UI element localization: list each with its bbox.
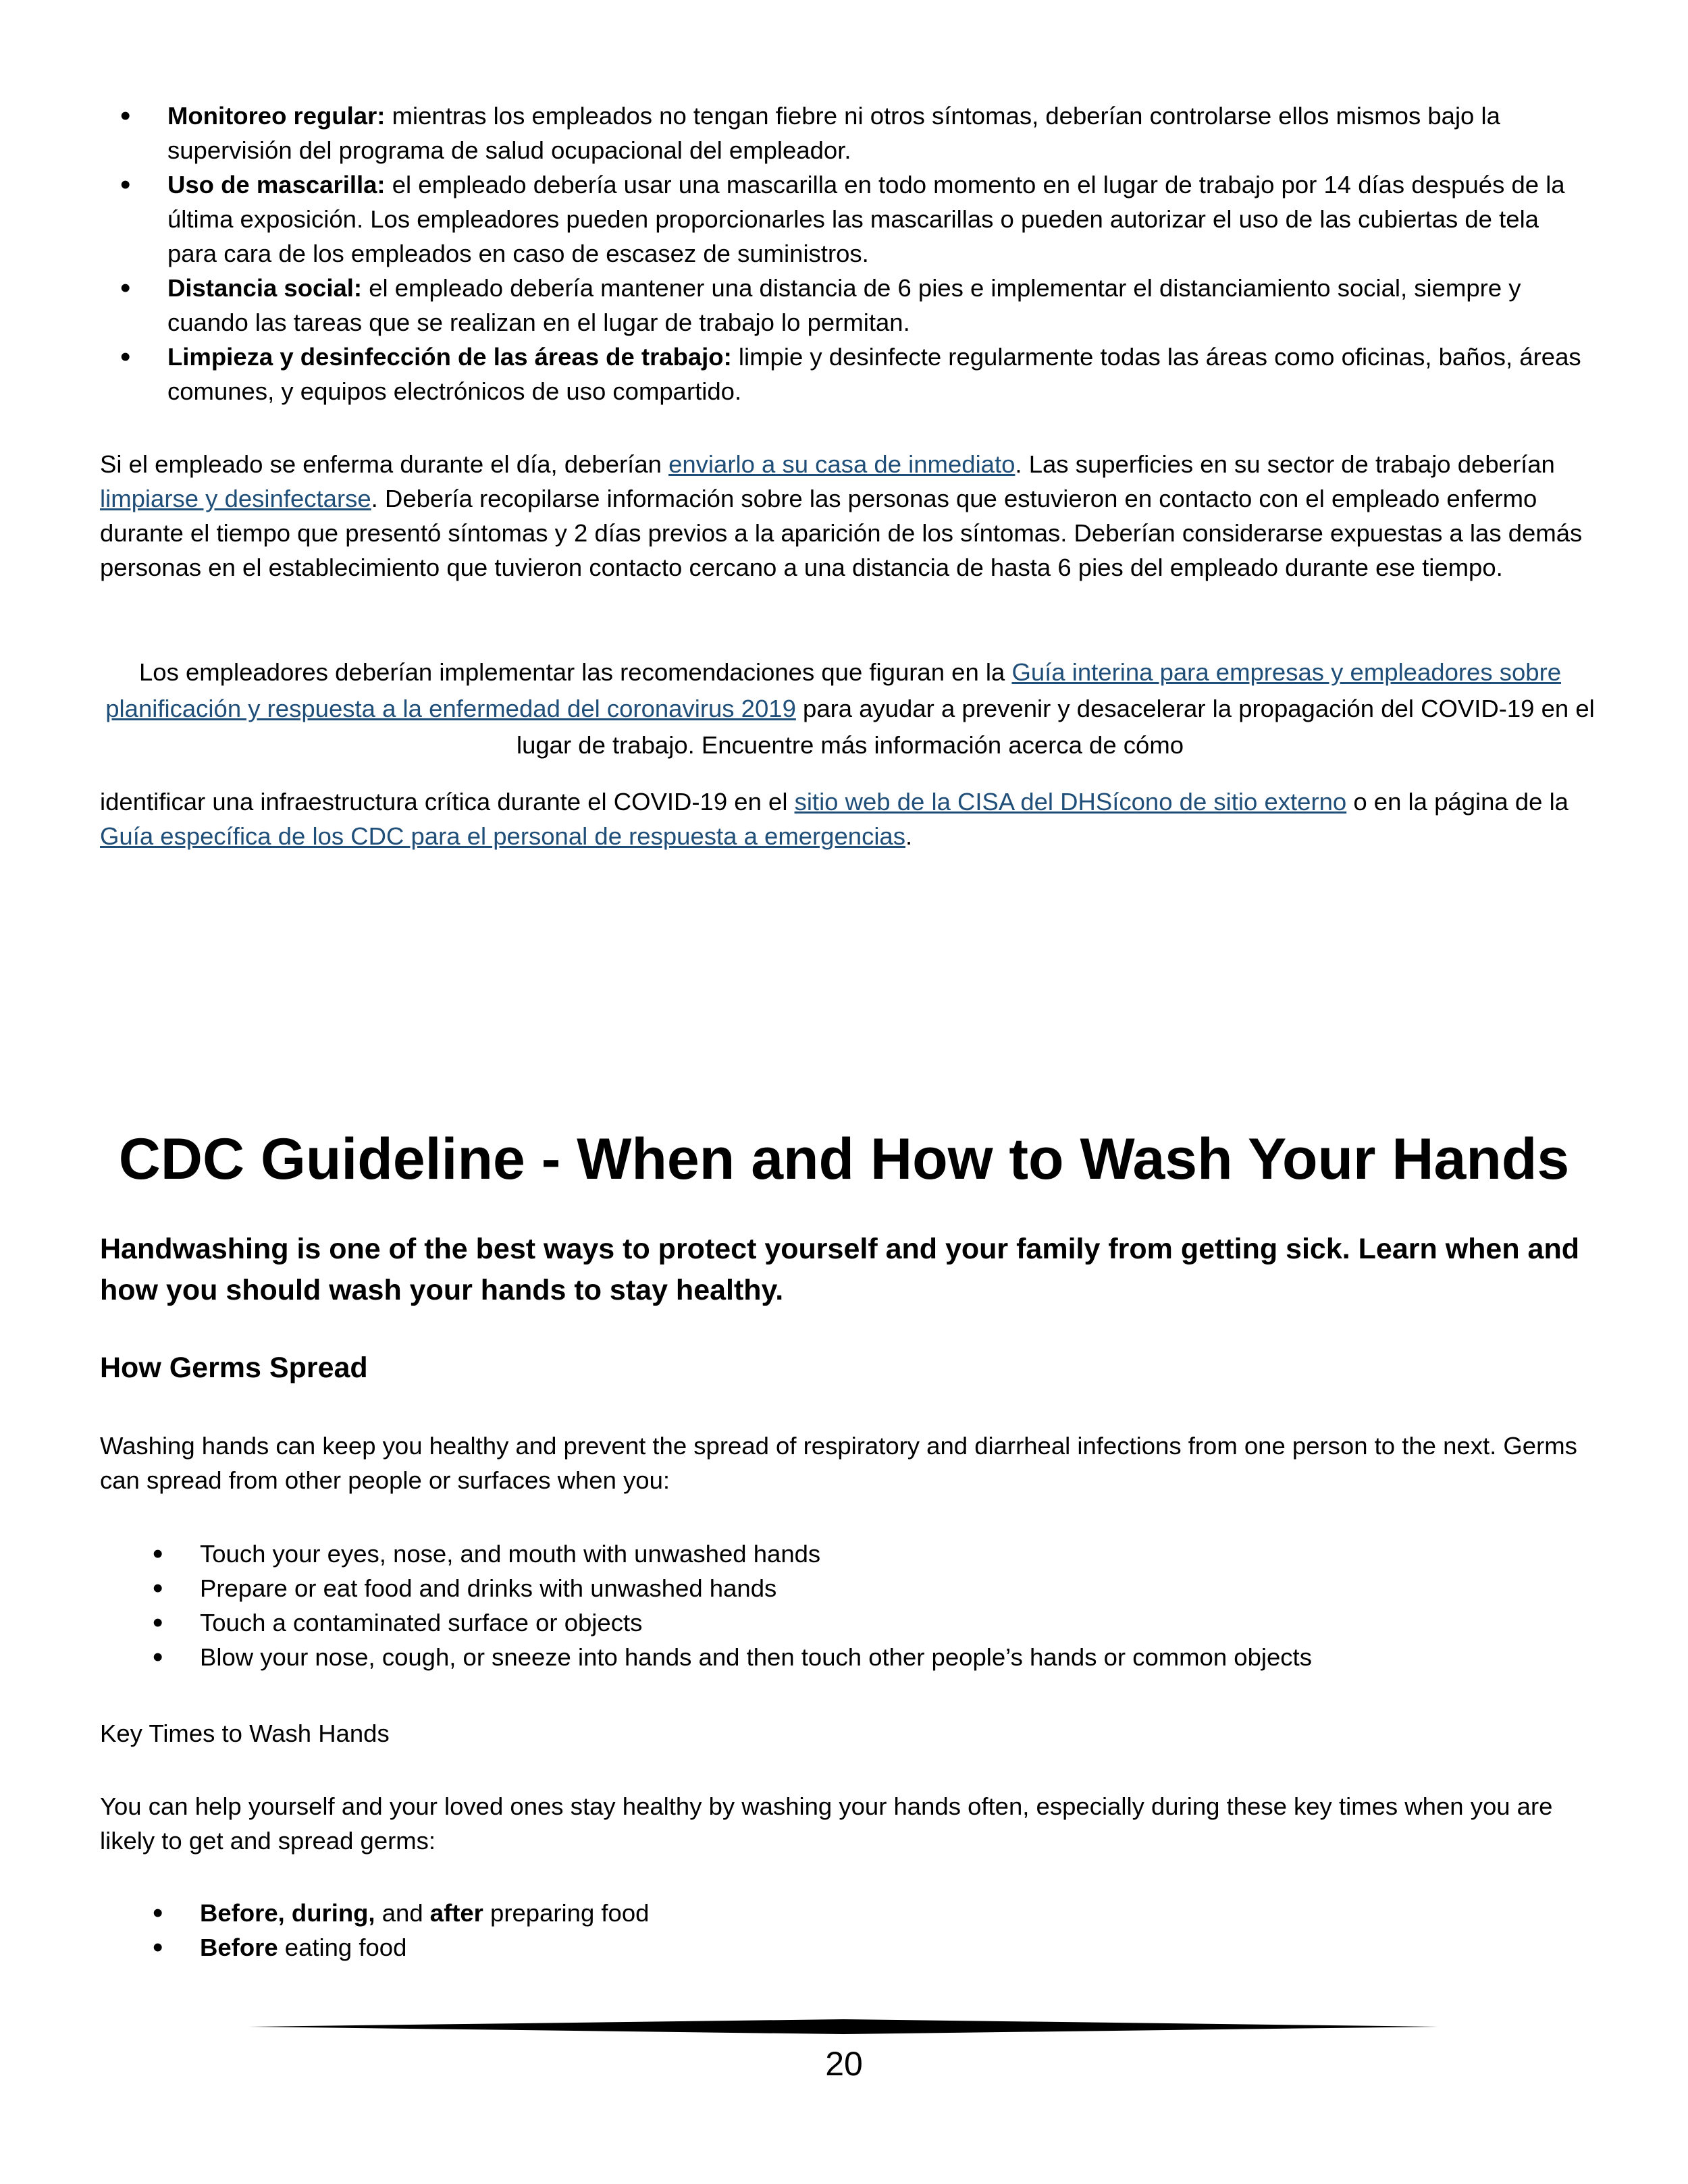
key-times-paragraph: You can help yourself and your loved ones stay healthy by washing your hands often, especially during these key times when you are likely to get and spread germs: (100, 1792, 1553, 1855)
list-item: • Prepare or eat food and drinks with unwashed hands (153, 1571, 1571, 1605)
item-title: Monitoreo regular: (167, 102, 386, 130)
list-item (120, 340, 1585, 408)
page-title: CDC Guideline - When and How to Wash Your Hands (118, 1127, 1570, 1192)
list-item: • Blow your nose, cough, or sneeze into hands and then touch other people’s hands or common objects (153, 1640, 1571, 1674)
item-text: el empleado debería mantener una distancia de 6 pies e implementar el distanciamiento social, siempre y cuando las tareas que se realizan en el lugar de trabajo lo permitan. (167, 274, 1521, 336)
germs-paragraph: Washing hands can keep you healthy and prevent the spread of respiratory and diarrheal infections from one person to the next. Germs can spread from other people or surfaces when you: (100, 1432, 1577, 1494)
item-text: el empleado debería usar una mascarilla en todo momento en el lugar de trabajo por 14 días después de la última exposición. Los empleadores pueden proporcionarles las mascarillas o pueden autorizar el uso de las cubiertas de tela para cara de los empleados en caso de escasez de suministros. (167, 171, 1565, 267)
sick-employee-paragraph: Si el empleado se enferma durante el día, deberían enviarlo a su casa de inmediato. Las superficies en su sector de trabajo deberían limpiarse y desinfectarse. Debería recopilarse información sobre las personas que estuvieron en contacto con el empleado enfermo durante el tiempo que presentó síntomas y 2 días previos a la aparición de los síntomas. Deberían considerarse expuestas a las demás personas en el establecimiento que tuvieron contacto cercano a una distancia de hasta 6 pies del empleado durante ese tiempo. (100, 450, 1583, 581)
cisa-website-link[interactable]: sitio web de la CISA del DHSícono de sitio externo (794, 788, 1347, 816)
section-heading-germs: How Germs Spread (100, 1352, 368, 1384)
send-home-link[interactable]: enviarlo a su casa de inmediato (668, 450, 1016, 478)
cdc-emergency-guide-link[interactable]: Guía específica de los CDC para el personal de respuesta a emergencias (100, 822, 905, 850)
item-title: Uso de mascarilla: (167, 171, 386, 198)
germs-list (153, 1537, 1571, 1674)
list-item: • Touch a contaminated surface or objects (153, 1605, 1571, 1640)
employee-measures-list (120, 99, 1585, 408)
item-text: limpie y desinfecte regularmente todas las áreas como oficinas, baños, áreas comunes, y equipos electrónicos de uso compartido. (167, 343, 1581, 405)
interim-guidance-paragraph: Los empleadores deberían implementar las recomendaciones que figuran en la Guía interina para empresas y empleadores sobre planificación y respuesta a la enfermedad del coronavirus 2019 para ayudar a prevenir y desacelerar la propagación del COVID-19 en el lugar de trabajo. Encuentre más información acerca de cómo (105, 658, 1595, 759)
item-title: Distancia social: (167, 274, 363, 302)
key-times-list (153, 1896, 1571, 1965)
list-item (120, 271, 1585, 340)
clean-disinfect-link[interactable]: limpiarse y desinfectarse (100, 485, 371, 512)
key-times-label: Key Times to Wash Hands (100, 1720, 390, 1747)
list-item (120, 99, 1585, 167)
footer-divider (248, 2019, 1438, 2035)
page-number: 20 (825, 2045, 863, 2083)
intro-text: Handwashing is one of the best ways to protect yourself and your family from getting sick. Learn when and how you should wash your hands to stay healthy. (100, 1233, 1579, 1306)
list-item: • Before eating food (153, 1930, 1571, 1965)
item-title: Limpieza y desinfección de las áreas de trabajo: (167, 343, 732, 371)
list-item: • Before, during, and after preparing food (153, 1896, 1571, 1930)
item-text: mientras los empleados no tengan fiebre ni otros síntomas, deberían controlarse ellos mismos bajo la supervisión del programa de salud ocupacional del empleador. (167, 102, 1500, 164)
critical-infrastructure-paragraph: identificar una infraestructura crítica durante el COVID-19 en el sitio web de la CISA del DHSícono de sitio externo o en la página de la Guía específica de los CDC para el personal de respuesta a emergencias. (100, 788, 1568, 850)
list-item (120, 167, 1585, 271)
list-item: • Touch your eyes, nose, and mouth with unwashed hands (153, 1537, 1571, 1571)
interim-guidance-link[interactable]: Guía interina para empresas y empleadores sobre planificación y respuesta a la enfermedad del coronavirus 2019 (105, 658, 1562, 722)
